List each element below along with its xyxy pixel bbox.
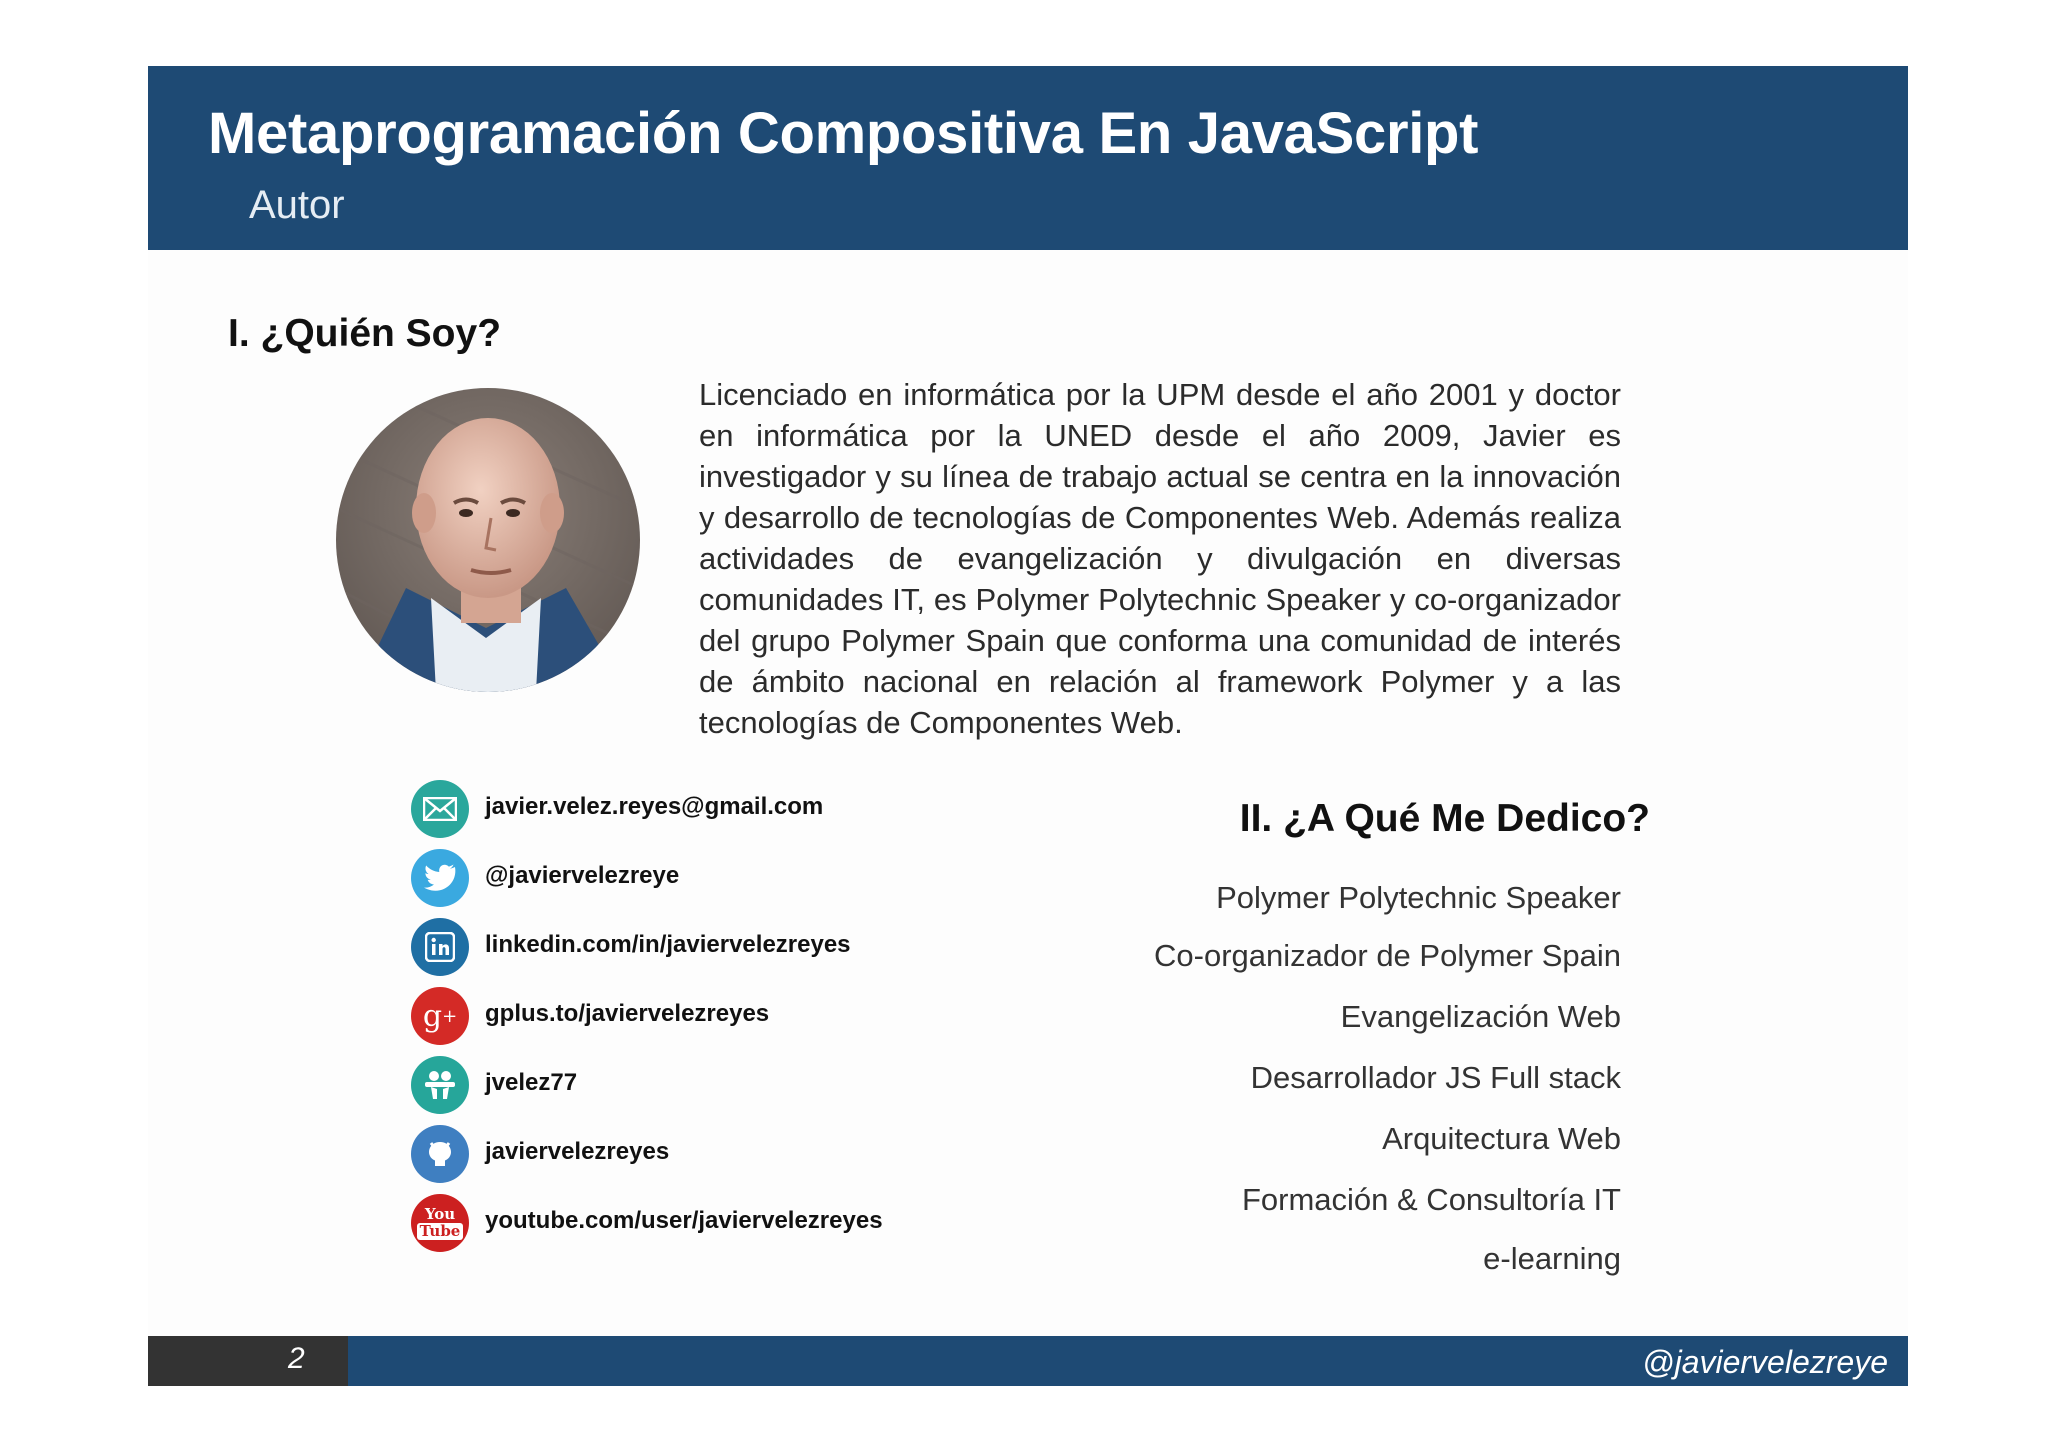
- contact-google-plus[interactable]: [411, 987, 1011, 1045]
- activity-item: Desarrollador JS Full stack: [1250, 1060, 1621, 1095]
- contact-linkedin[interactable]: [411, 918, 1011, 976]
- contact-slideshare[interactable]: [411, 1056, 1011, 1114]
- activity-item: Formación & Consultoría IT: [1241, 1182, 1621, 1217]
- github-icon: [411, 1125, 469, 1183]
- activity-item: Arquitectura Web: [1382, 1121, 1621, 1156]
- google-plus-icon: g +: [411, 987, 469, 1045]
- activity-item: Co-organizador de Polymer Spain: [1154, 938, 1621, 973]
- contact-linkedin-text: linkedin.com/in/javiervelezreyes: [485, 931, 851, 958]
- linkedin-icon: [411, 918, 469, 976]
- section-heading-who: I. ¿Quién Soy?: [228, 312, 502, 355]
- author-bio: Licenciado en informática por la UPM desde el año 2001 y doctor en informática por la UNED desde el año 2009, Javier es investigador y su línea de trabajo actual se centra en la innovación y desarrollo de tecnologías de Componentes Web. Además realiza actividades de evangelización y divulgación en diversas comunidades IT, es Polymer Polytechnic Speaker y co-organizador del grupo Polymer Spain que conforma una comunidad de interés de ámbito nacional en relación al framework Polymer y a las tecnologías de Componentes Web.: [699, 377, 1621, 740]
- slideshare-icon: [411, 1056, 469, 1114]
- contact-github[interactable]: [411, 1125, 1011, 1183]
- activity-item: e-learning: [1483, 1241, 1621, 1276]
- contact-email-text: javier.velez.reyes@gmail.com: [485, 793, 824, 820]
- contact-youtube[interactable]: [411, 1194, 1011, 1252]
- activity-item: Evangelización Web: [1340, 999, 1621, 1034]
- activity-item: Polymer Polytechnic Speaker: [1216, 880, 1621, 915]
- mail-icon: [411, 780, 469, 838]
- youtube-icon: You Tube: [411, 1194, 469, 1252]
- page-number-box: [148, 1336, 348, 1386]
- contact-slideshare-text: jvelez77: [485, 1069, 578, 1096]
- contact-github-text: javiervelezreyes: [485, 1138, 670, 1165]
- contact-twitter[interactable]: [411, 849, 1011, 907]
- section-heading-dedication: II. ¿A Qué Me Dedico?: [1239, 797, 1650, 840]
- author-photo: [336, 388, 640, 692]
- contact-email[interactable]: [411, 780, 1011, 838]
- footer-handle: @javiervelezreye: [1642, 1344, 1888, 1380]
- contact-google-plus-text: gplus.to/javiervelezreyes: [485, 1000, 770, 1027]
- twitter-icon: [411, 849, 469, 907]
- slide-subtitle: Autor: [249, 183, 345, 227]
- page-number: 2: [288, 1342, 305, 1375]
- slide-title: Metaprogramación Compositiva En JavaScript: [208, 101, 1479, 166]
- contact-youtube-text: youtube.com/user/javiervelezreyes: [485, 1207, 883, 1234]
- contact-twitter-text: @javiervelezreye: [485, 862, 680, 889]
